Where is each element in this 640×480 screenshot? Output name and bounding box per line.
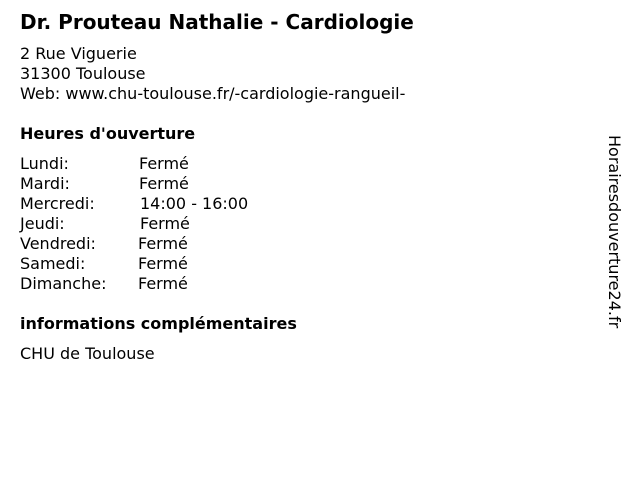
day-label: Mardi: [20, 174, 70, 193]
address-street: 2 Rue Viguerie [20, 44, 137, 63]
site-watermark: Horairesdouverture24.fr [605, 135, 624, 329]
day-hours: Fermé [138, 234, 188, 253]
additional-info-heading: informations complémentaires [20, 314, 297, 333]
day-label: Lundi: [20, 154, 69, 173]
day-hours: Fermé [140, 214, 190, 233]
day-hours: Fermé [139, 154, 189, 173]
day-hours: Fermé [139, 174, 189, 193]
address-web: Web: www.chu-toulouse.fr/-cardiologie-rangueil- [20, 84, 406, 103]
opening-hours-heading: Heures d'ouverture [20, 124, 196, 143]
page-title: Dr. Prouteau Nathalie - Cardiologie [20, 10, 414, 34]
additional-info-text: CHU de Toulouse [20, 344, 155, 363]
day-label: Mercredi: [20, 194, 95, 213]
day-label: Dimanche: [20, 274, 107, 293]
day-label: Jeudi: [20, 214, 65, 233]
day-hours: Fermé [138, 254, 188, 273]
day-label: Vendredi: [20, 234, 96, 253]
day-hours: 14:00 - 16:00 [140, 194, 249, 213]
address-block [20, 44, 405, 104]
day-label: Samedi: [20, 254, 86, 273]
address-city: 31300 Toulouse [20, 64, 146, 83]
day-hours: Fermé [138, 274, 188, 293]
